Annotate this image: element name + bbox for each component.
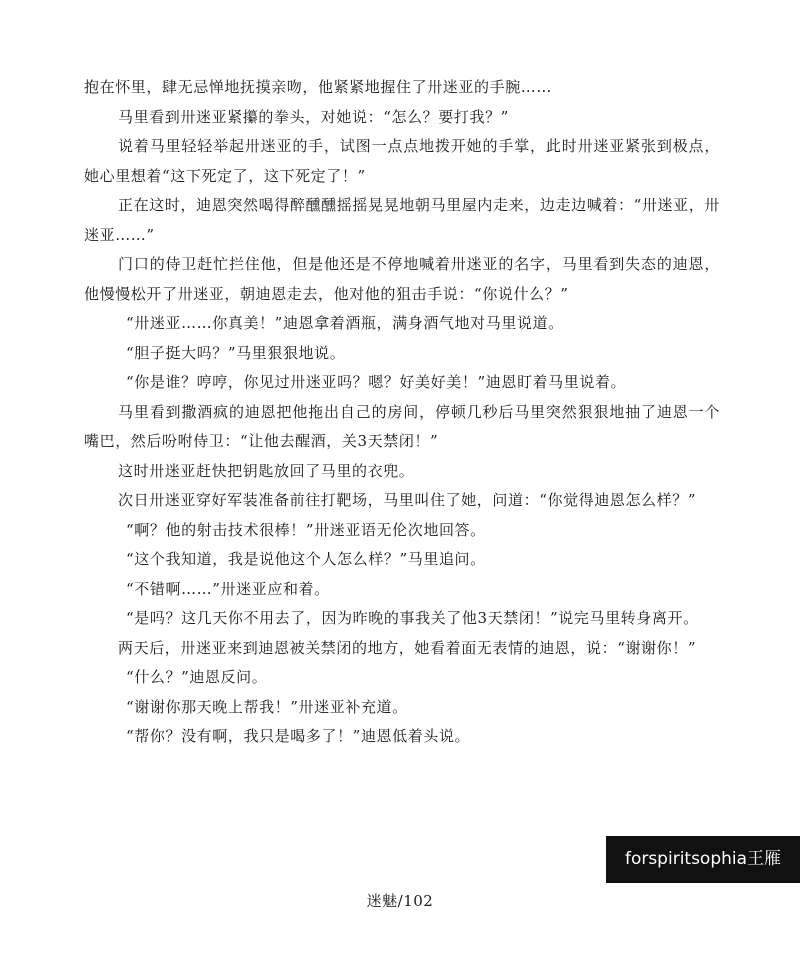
- paragraph-8: 马里看到撒酒疯的迪恩把他拖出自己的房间，停顿几秒后马里突然狠狠地抽了迪恩一个嘴巴，然后吩咐侍卫：“让他去醒酒，关3天禁闭！”: [84, 402, 720, 450]
- paragraph-11: “啊？他的射击技术很棒！”卅迷亚语无伦次地回答。: [126, 520, 486, 539]
- document-body: [84, 73, 720, 752]
- paragraph-7: “你是谁？哼哼，你见过卅迷亚吗？嗯？好美好美！”迪恩盯着马里说着。: [126, 373, 627, 391]
- page-footer: 迷魅/102: [366, 892, 434, 910]
- paragraph-0: 抱在怀里，肆无忌惮地抚摸亲吻，他紧紧地握住了卅迷亚的手腕……: [84, 78, 553, 96]
- paragraph-2: 说着马里轻轻举起卅迷亚的手，试图一点点地拨开她的手掌，此时卅迷亚紧张到极点，她心里想着“这下死定了，这下死定了！”: [84, 137, 720, 185]
- paragraph-1: 马里看到卅迷亚紧攥的拳头，对她说：“怎么？要打我？”: [118, 107, 509, 126]
- paragraph-10: 次日卅迷亚穿好军装准备前往打靶场，马里叫住了她，问道：“你觉得迪恩怎么样？”: [118, 491, 697, 509]
- paragraph-3: 正在这时，迪恩突然喝得醉醺醺摇摇晃晃地朝马里屋内走来，边走边喊着：“卅迷亚，卅迷亚……”: [84, 196, 720, 244]
- paragraph-14: “是吗？这几天你不用去了，因为昨晚的事我关了他3天禁闭！”说完马里转身离开。: [126, 609, 699, 627]
- paragraph-15: 两天后，卅迷亚来到迪恩被关禁闭的地方，她看着面无表情的迪恩，说：“谢谢你！”: [118, 638, 697, 657]
- watermark-label: forspiritsophia王雁: [606, 836, 800, 883]
- paragraph-5: “卅迷亚……你真美！”迪恩拿着酒瓶，满身酒气地对马里说道。: [126, 314, 564, 332]
- paragraph-9: 这时卅迷亚赶快把钥匙放回了马里的衣兜。: [118, 461, 415, 480]
- paragraph-6: “胆子挺大吗？”马里狠狠地说。: [126, 343, 346, 362]
- paragraph-18: “帮你？没有啊，我只是喝多了！”迪恩低着头说。: [126, 727, 471, 745]
- paragraph-12: “这个我知道，我是说他这个人怎么样？”马里追问。: [126, 550, 486, 568]
- paragraph-16: “什么？”迪恩反问。: [126, 668, 268, 686]
- paragraph-4: 门口的侍卫赶忙拦住他，但是他还是不停地喊着卅迷亚的名字，马里看到失态的迪恩，他慢慢松开了卅迷亚，朝迪恩走去，他对他的狙击手说：“你说什么？”: [84, 255, 720, 303]
- paragraph-13: “不错啊……”卅迷亚应和着。: [126, 579, 330, 598]
- paragraph-17: “谢谢你那天晚上帮我！”卅迷亚补充道。: [126, 697, 408, 716]
